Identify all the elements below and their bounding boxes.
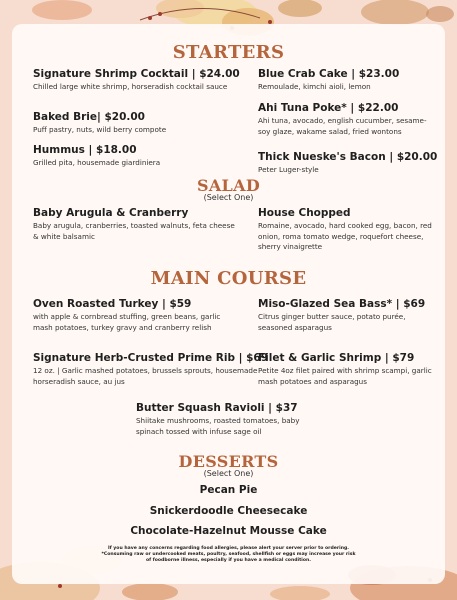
item-description: with apple & cornbread stuffing, green beans, garlic mash potatoes, turkey gravy and cranberry relish — [33, 312, 221, 332]
main-course-heading: MAIN COURSE — [150, 268, 307, 289]
salad-heading: SALAD — [196, 176, 260, 195]
item-description: Chilled large white shrimp, horseradish cocktail sauce — [33, 82, 228, 91]
menu-item-hummus — [33, 144, 233, 169]
menu-item-prime-rib — [33, 352, 269, 387]
item-description: Grilled pita, housemade giardiniera — [33, 158, 161, 167]
dessert-item: Snickerdoodle Cheesecake — [149, 505, 308, 517]
item-name: Signature Herb-Crusted Prime Rib | $69 — [33, 352, 269, 364]
item-name: Butter Squash Ravioli | $37 — [136, 402, 298, 414]
item-description: Romaine, avocado, hard cooked egg, bacon, red onion, roma tomato wedge, roquefort cheese, sherry vinaigrette — [258, 221, 432, 251]
item-description: Peter Luger-style — [258, 165, 319, 174]
dessert-item: Chocolate-Hazelnut Mousse Cake — [130, 525, 327, 537]
item-name: Ahi Tuna Poke* | $22.00 — [258, 102, 399, 114]
item-description: Remoulade, kimchi aioli, lemon — [258, 82, 371, 91]
item-description: Puff pastry, nuts, wild berry compote — [33, 125, 167, 134]
item-description: Baby arugula, cranberries, toasted walnuts, feta cheese & white balsamic — [33, 221, 235, 241]
item-name: Blue Crab Cake | $23.00 — [258, 68, 400, 80]
item-name: House Chopped — [258, 207, 351, 219]
item-name: Baby Arugula & Cranberry — [33, 207, 189, 219]
item-description: Shiitake mushrooms, roasted tomatoes, baby spinach tossed with infuse sage oil — [136, 416, 300, 436]
menu-item-house-chopped — [258, 207, 440, 253]
item-name: Thick Nueske's Bacon | $20.00 — [258, 151, 438, 163]
item-name: Signature Shrimp Cocktail | $24.00 — [33, 68, 240, 80]
menu-item-baby-arugula — [33, 207, 238, 242]
item-name: Oven Roasted Turkey | $59 — [33, 298, 192, 310]
item-description: Citrus ginger butter sauce, potato purée, seasoned asparagus — [258, 312, 406, 332]
item-name: Miso-Glazed Sea Bass* | $69 — [258, 298, 426, 310]
menu-item-shrimp-cocktail — [33, 68, 240, 93]
menu-item-filet-shrimp — [258, 352, 438, 387]
allergy-disclaimer: If you have any concerns regarding food allergies, please alert your server prior to ordering. *Consuming raw or undercooked meats, poultry, seafood, shellfish or eggs may increase your risk of foodborne illness, especially if you have a medical condition. — [101, 546, 356, 563]
dessert-item: Pecan Pie — [199, 484, 258, 496]
item-name: Baked Brie| $20.00 — [33, 111, 145, 123]
menu-item-sea-bass — [258, 298, 438, 333]
menu-item-nueskes-bacon — [258, 151, 438, 176]
menu-item-blue-crab-cake — [258, 68, 438, 93]
salad-subtitle: (Select One) — [203, 193, 254, 202]
item-name: Filet & Garlic Shrimp | $79 — [258, 352, 415, 364]
desserts-heading: DESSERTS — [178, 452, 279, 471]
item-description: Petite 4oz filet paired with shrimp scampi, garlic mash potatoes and asparagus — [258, 366, 432, 386]
item-name: Hummus | $18.00 — [33, 144, 137, 156]
desserts-subtitle: (Select One) — [203, 469, 254, 478]
menu-item-ahi-tuna-poke — [258, 102, 438, 137]
menu-item-roasted-turkey — [33, 298, 223, 333]
menu-item-baked-brie — [33, 111, 233, 136]
item-description: 12 oz. | Garlic mashed potatoes, brussels sprouts, housemade horseradish sauce, au jus — [33, 366, 258, 386]
starters-heading: STARTERS — [172, 42, 285, 63]
menu-item-squash-ravioli — [136, 402, 321, 437]
item-description: Ahi tuna, avocado, english cucumber, sesame-soy glaze, wakame salad, fried wontons — [258, 116, 427, 136]
